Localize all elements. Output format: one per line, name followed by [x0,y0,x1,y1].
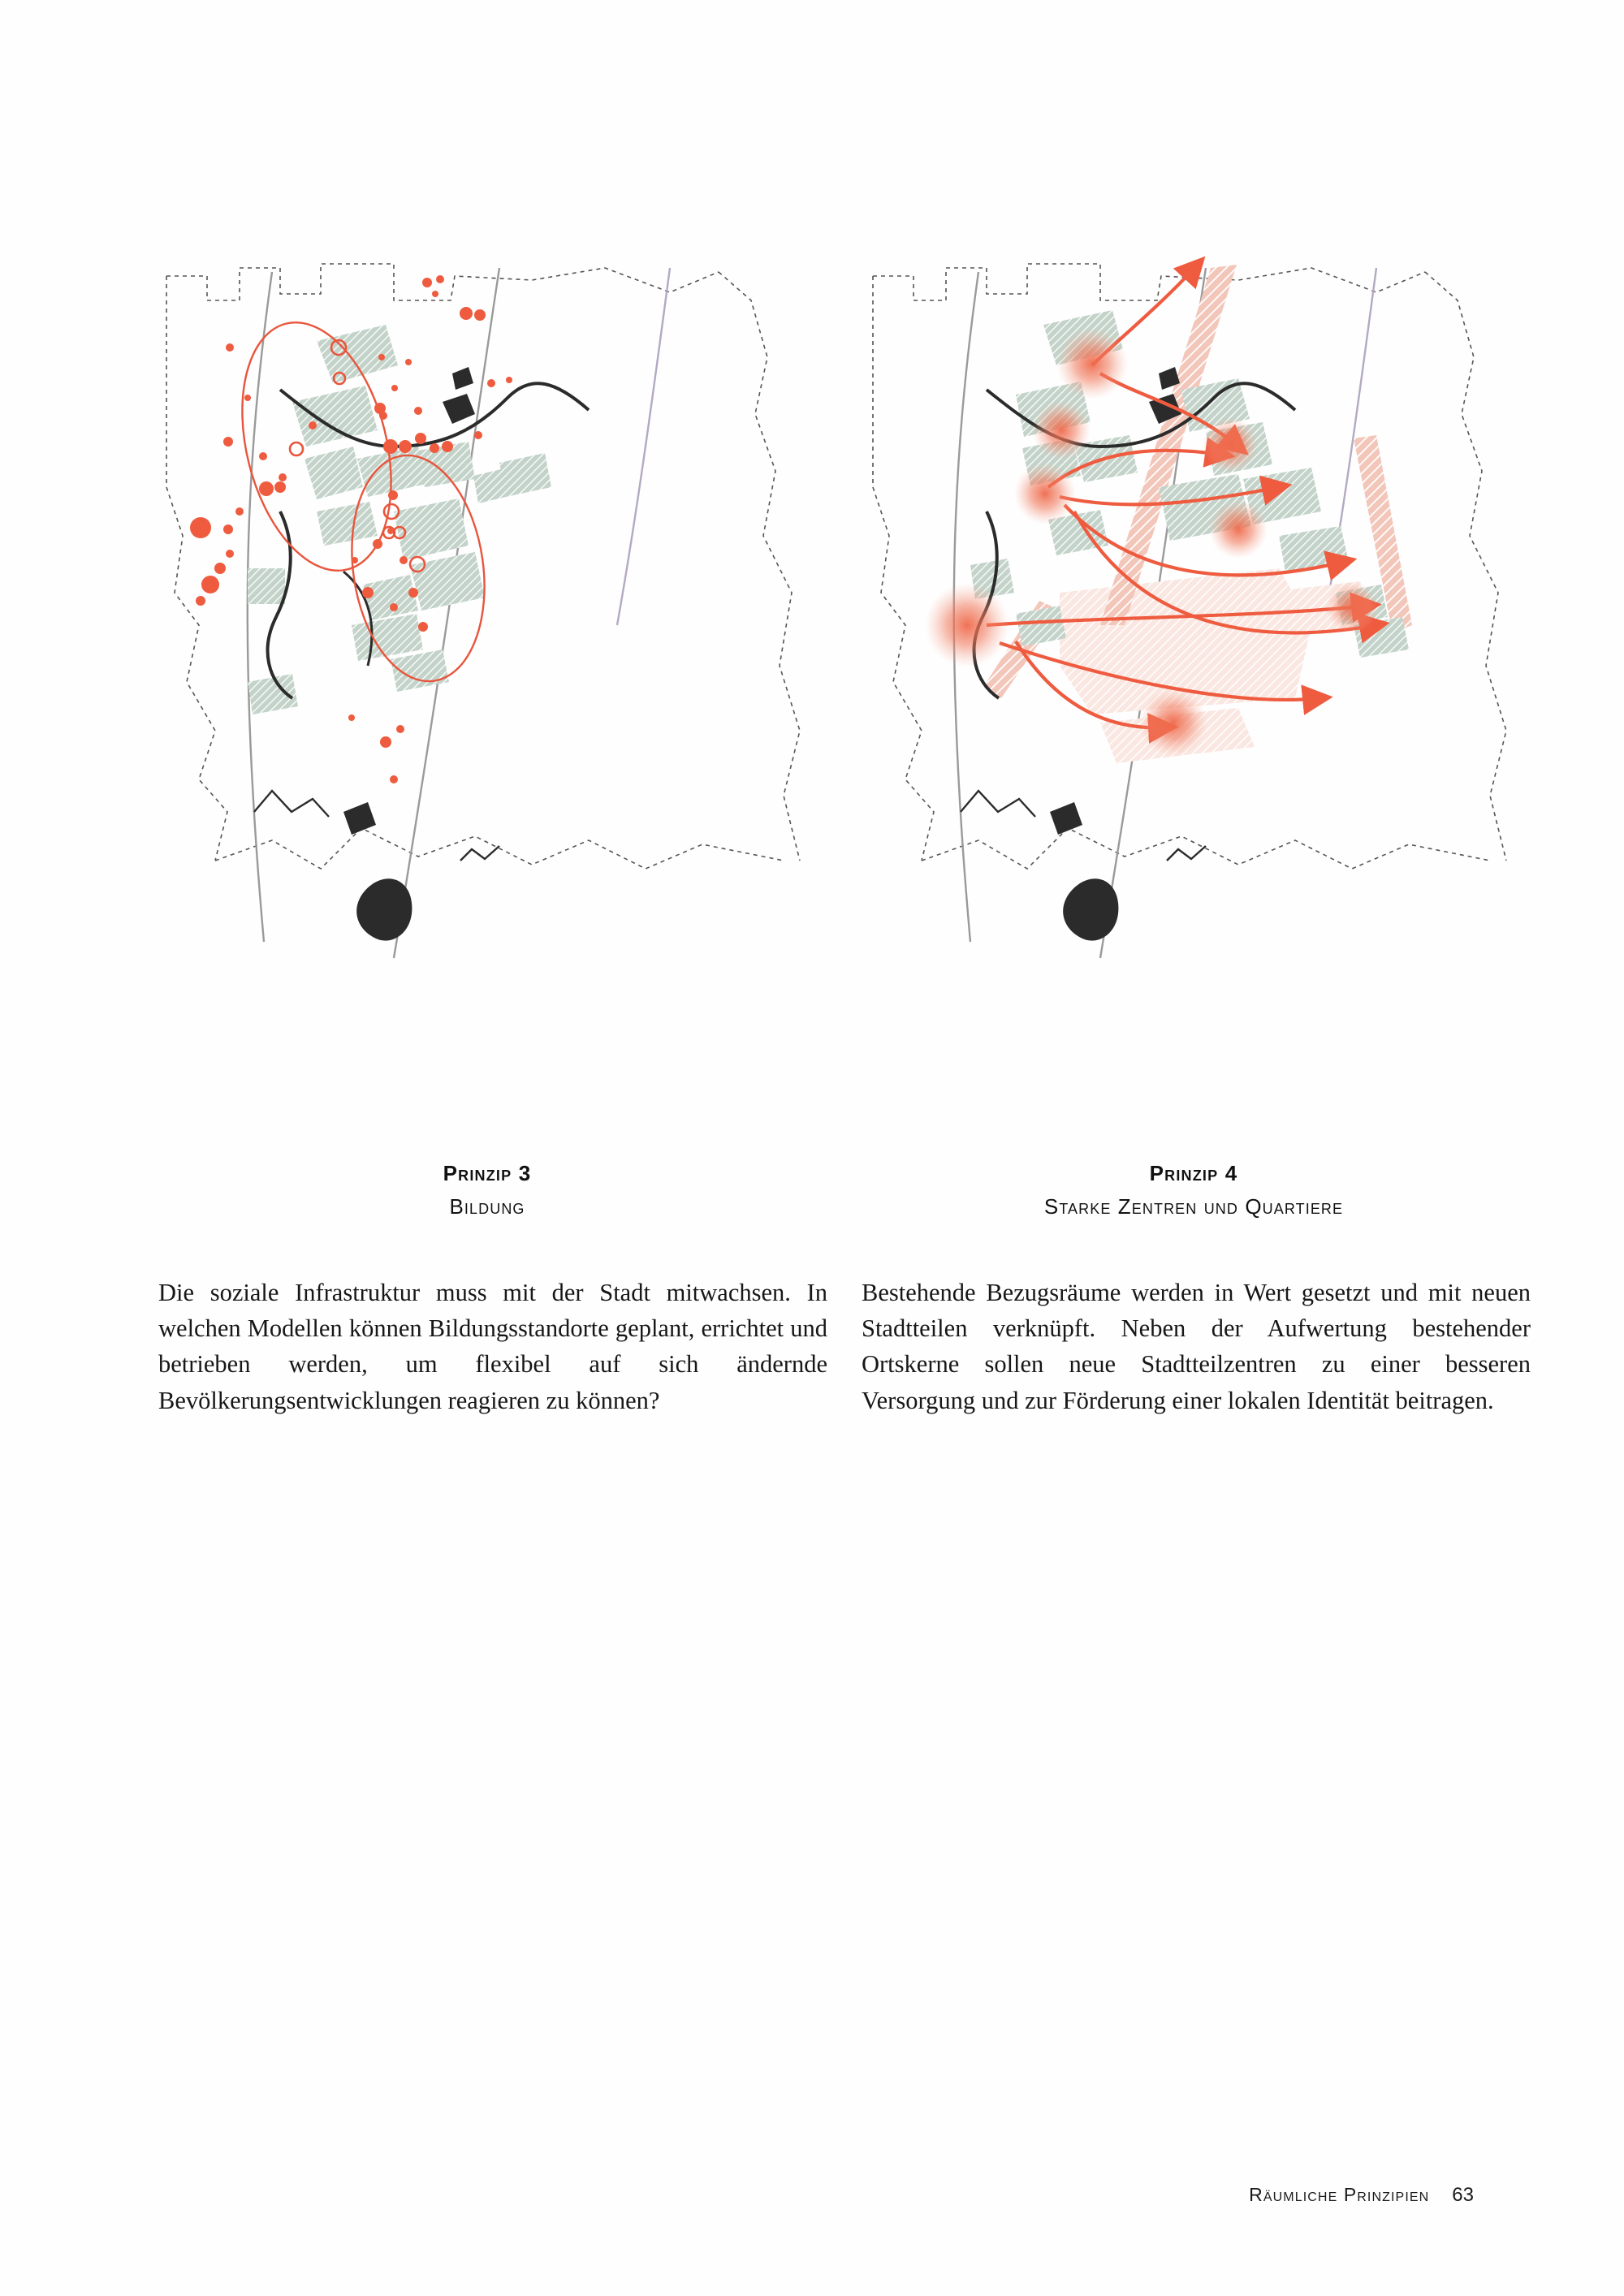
caption-subtitle: Bildung [449,1194,525,1219]
figure-row [150,244,1531,1153]
figure-prinzip-3 [150,244,824,1153]
figure-prinzip-4 [857,244,1531,1153]
map-bildung [150,244,824,1153]
caption-prinzip-4 [857,1161,1531,1219]
page-number: 63 [1452,2184,1474,2206]
footer-section-label: Räumliche Prinzipien [1249,2184,1430,2205]
page-footer [1249,2184,1474,2207]
caption-row [150,1161,1531,1219]
caption-title: Prinzip 3 [443,1161,532,1185]
caption-prinzip-3 [150,1161,824,1219]
map-zentren [857,244,1531,1153]
body-text-left: Die soziale Infrastruktur muss mit der Stadt mitwachsen. In welchen Modellen können Bildungsstandorte geplant, errichtet und betrieben werden, um flexibel auf sich ändernde Bevölkerungsentwicklungen reagieren zu können? [158,1279,827,1414]
body-columns [158,1275,1531,1418]
caption-subtitle: Starke Zentren und Quartiere [1043,1194,1344,1219]
caption-title: Prinzip 4 [1149,1161,1238,1185]
body-text-right: Bestehende Bezugsräume werden in Wert gesetzt und mit neuen Stadtteilen verknüpft. Neben der Aufwertung bestehender Ortskerne sollen neue Stadtteilzentren zu einer besseren Versorgung und zur Förderung einer lokalen Identität beitragen. [862,1279,1531,1414]
